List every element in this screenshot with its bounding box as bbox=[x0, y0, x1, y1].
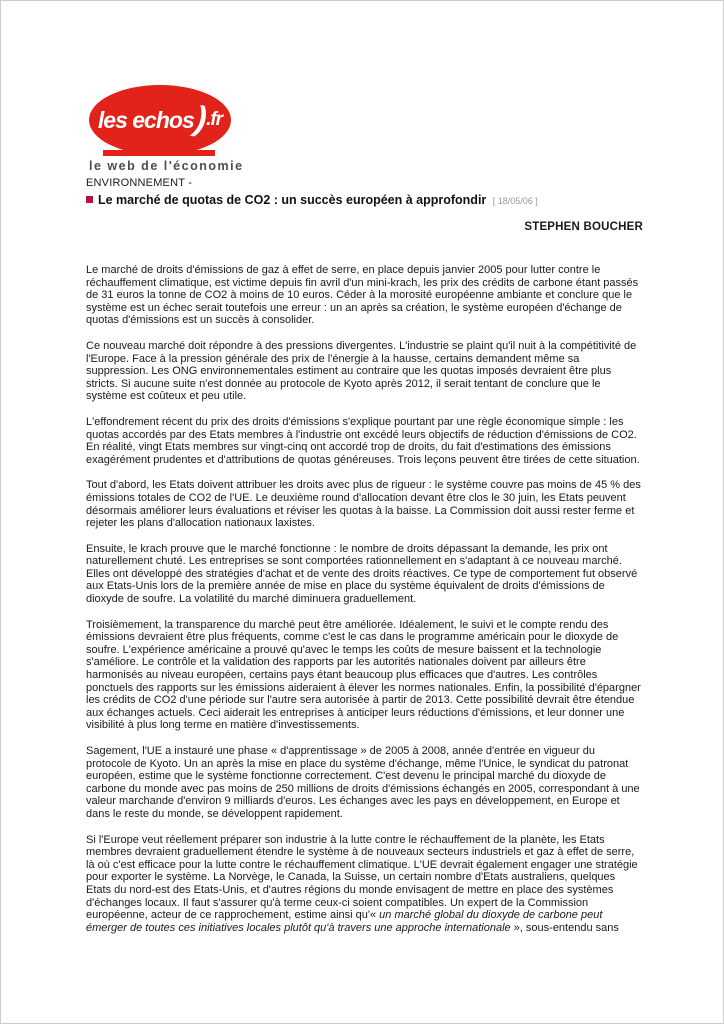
paragraph: Sagement, l'UE a instauré une phase « d'apprentissage » de 2005 à 2008, année d'entrée en vigueur du protocole de Kyoto. Un an après la mise en place du système d'échange, même l'Unice, le syndicat du patronat européen, estime que le système fonctionne correctement. C'est devenu le principal marché du dioxyde de carbone du monde avec pas moins de 250 millions de droits d'émissions échangés en 2005, correspondant à une valeur marchande d'environ 9 milliards d'euros. Les échanges avec les pays en développement, en Europe et dans le reste du monde, se développent rapidement. bbox=[86, 745, 640, 820]
lesechos-logo bbox=[89, 85, 249, 173]
logo-underline-bar bbox=[103, 150, 215, 156]
lesechos-logo-oval bbox=[89, 85, 231, 155]
paragraph-text: », sous-entendu sans bbox=[513, 921, 619, 934]
logo-brand-text: les echos bbox=[97, 106, 194, 133]
article-body bbox=[86, 264, 643, 934]
article-title: Le marché de quotas de CO2 : un succès européen à approfondir bbox=[98, 193, 487, 207]
logo-tagline: le web de l'économie bbox=[89, 159, 244, 173]
section-label: ENVIRONNEMENT - bbox=[86, 177, 193, 189]
red-square-bullet-icon bbox=[86, 196, 93, 203]
article-title-row bbox=[86, 193, 643, 208]
article-date: [ 18/05/06 ] bbox=[492, 196, 538, 206]
author-byline: STEPHEN BOUCHER bbox=[524, 221, 643, 233]
paragraph: L'effondrement récent du prix des droits d'émissions s'explique pourtant par une règle économique simple : les quotas accordés par des Etats membres à l'industrie ont excédé leurs objectifs de réduction d'émissions de CO2. En réalité, vingt Etats membres sur vingt-cinq ont accordé trop de droits, du fait d'estimations des émissions exagérément prudentes et d'attributions de quotas généreuses. Trois leçons peuvent être tirées de cette situation. bbox=[86, 415, 640, 466]
paragraph: Tout d'abord, les Etats doivent attribuer les droits avec plus de rigueur : le système couvre pas moins de 45 % des émissions totales de CO2 de l'UE. Le deuxième round d'allocation devant être clos le 30 juin, les Etats peuvent désormais améliorer leurs évaluations et réviser les quotas à la baisse. La Commission doit aussi rester ferme et rejeter les plans d'allocation nationaux laxistes. bbox=[86, 479, 641, 530]
paragraph-text: Si l'Europe veut réellement préparer son industrie à la lutte contre le réchauffement de la planète, les Etats membres devraient graduellement étendre le système à de nouveaux secteurs industriels et gaz à effet de serre, là où c'est efficace pour la lutte contre le réchauffement climatique. L'UE devrait également engager une stratégie pour exporter le système. La Norvège, le Canada, la Suisse, un certain nombre d'Etats australiens, quelques Etats du nord-est des Etats-Unis, et d'autres régions du monde envisagent de mettre en place des systèmes d'échanges locaux. Il faut s'assurer qu'à terme ceux-ci soient compatibles. Un expert de la Commission européenne, acteur de ce rapprochement, estime ainsi qu'« bbox=[86, 833, 638, 922]
paragraph: Ce nouveau marché doit répondre à des pressions divergentes. L'industrie se plaint qu'il nuit à la compétitivité de l'Europe. Face à la pression générale des prix de l'énergie à la hausse, certains demandent même sa suppression. Les ONG environnementales estiment au contraire que les quotas imposés devraient être plus stricts. Si aucune suite n'est donnée au protocole de Kyoto après 2012, il serait tentant de conclure que le système est coûteux et peu utile. bbox=[86, 339, 637, 403]
paragraph: Le marché de droits d'émissions de gaz à effet de serre, en place depuis janvier 2005 pour lutter contre le réchauffement climatique, est victime depuis fin avril d'un mini-krach, les prix des crédits de carbone étant passés de 31 euros la tonne de CO2 à moins de 10 euros. Céder à la morosité européenne ambiante et conclure que le système est un échec serait toutefois une erreur : un an après sa création, le système européen d'échange de quotas d'émissions est un succès à consolider. bbox=[86, 264, 639, 327]
paragraph: Troisièmement, la transparence du marché peut être améliorée. Idéalement, le suivi et le compte rendu des émissions devraient être plus fréquents, comme c'est le cas dans le programme américain pour le dioxyde de soufre. L'expérience américaine a prouvé qu'avec le temps les coûts de mesure baissent et la technologie s'améliore. Le contrôle et la validation des rapports par les autorités nationales doivent par ailleurs être harmonisés au niveau européen, certains pays étant beaucoup plus efficaces que d'autres. Les contrôles ponctuels des rapports sur les émissions aideraient à élever les normes nationales. Enfin, la possibilité d'épargner les crédits de CO2 d'une période sur l'autre sera autorisée à partir de 2013. Cette possibilité devrait être étendue aux échanges actuels. Ceci aiderait les entreprises à anticiper leurs réductions d'émissions, et leur donner une visibilité à plus long terme en matière d'investissements. bbox=[86, 618, 641, 732]
logo-tld-text: .fr bbox=[206, 109, 223, 130]
logo-swoosh-icon: ) bbox=[192, 98, 209, 139]
quoted-text: un marché global du dioxyde de carbone peut émerger de toutes ces initiatives locales plutôt qu'à travers une approche internationale bbox=[86, 909, 603, 934]
paragraph: Ensuite, le krach prouve que le marché fonctionne : le nombre de droits dépassant la demande, les prix ont naturellement chuté. Les entreprises se sont comportées rationnellement en s'adaptant à ce nouveau marché. Elles ont développé des stratégies d'achat et de vente des droits réactives. Ce type de comportement fut observé aux Etats-Unis lors de la première année de mise en place du système équivalent de droits d'émissions de dioxyde de soufre. La volatilité du marché diminuera graduellement. bbox=[86, 542, 638, 606]
article-column bbox=[86, 177, 643, 947]
paragraph-with-quote bbox=[86, 834, 643, 935]
